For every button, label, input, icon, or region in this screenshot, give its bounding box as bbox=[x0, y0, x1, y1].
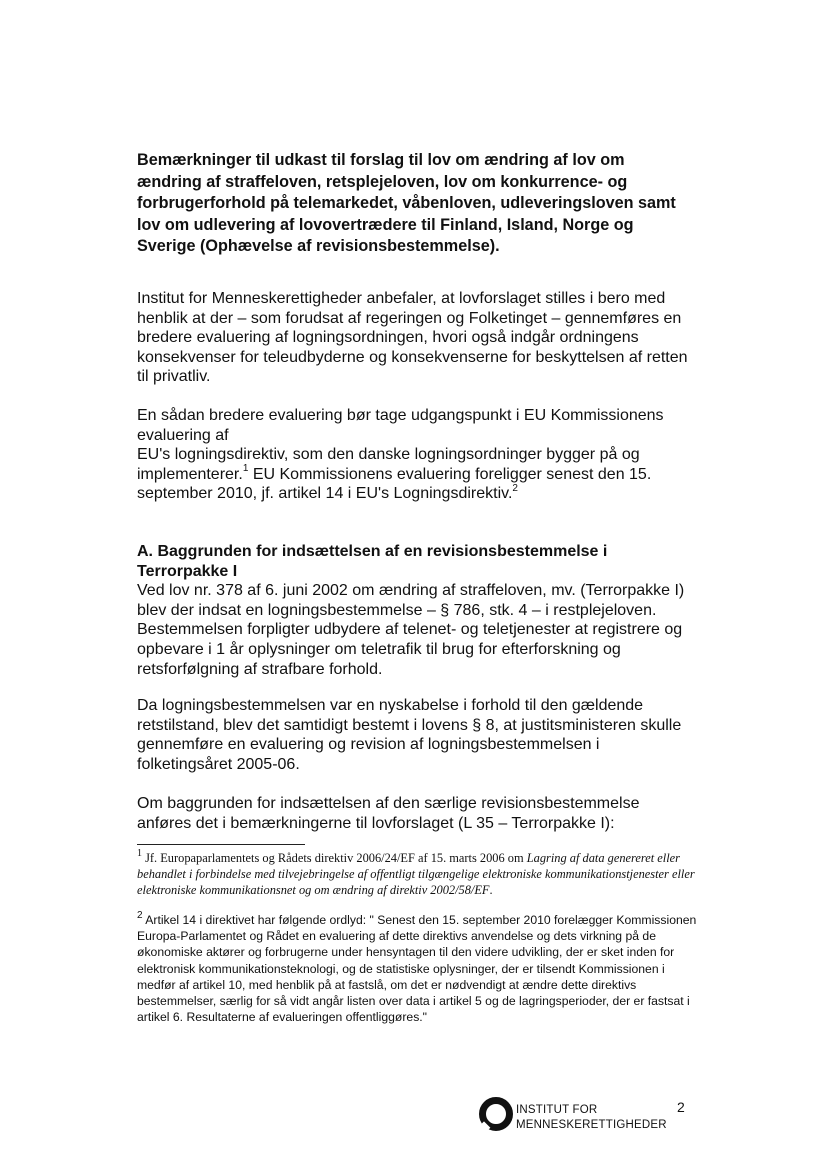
section-a bbox=[137, 542, 692, 679]
evaluation-line-2: EU's logningsdirektiv, som den danske logningsordninger bygger på og implementerer. bbox=[137, 446, 640, 483]
footnote-1-number: 1 bbox=[137, 847, 142, 859]
institute-name-line-2: MENNESKERETTIGHEDER bbox=[516, 1119, 667, 1131]
institute-name-line-1: INSTITUT FOR bbox=[516, 1104, 598, 1116]
page-number: 2 bbox=[677, 1099, 685, 1115]
section-a-body: Ved lov nr. 378 af 6. juni 2002 om ændring af straffeloven, mv. (Terrorpakke I) blev der indsat en logningsbestemmelse – § 786, stk. 4 – i restplejeloven. Bestemmelsen forpligter udbydere af telenet- og teletjenester at registrere og opbevare i 1 år oplysninger om teletrafik til brug for efterforskning og retsforfølgning af strafbare forhold. bbox=[137, 582, 685, 678]
footnote-1-italic: Lagring af data genereret eller behandlet i forbindelse med tilvejebringelse af offentligt tilgængelige elektroniske kommunikationstjenester eller elektroniske kommunikationsnet og om ændring af direktiv 2002/58/EF bbox=[137, 851, 695, 897]
evaluation-line-3: EU Kommissionens evaluering foreligger senest den 15. september 2010, jf. artikel 14 i EU's Logningsdirektiv. bbox=[137, 465, 652, 503]
evaluation-paragraph bbox=[137, 406, 692, 504]
footnote-divider bbox=[137, 844, 305, 845]
section-a-heading: A. Baggrunden for indsættelsen af en revisionsbestemmelse i Terrorpakke I bbox=[137, 543, 608, 580]
evaluation-line-1: En sådan bredere evaluering bør tage udgangspunkt i EU Kommissionens evaluering af bbox=[137, 407, 664, 444]
footnote-2-number: 2 bbox=[137, 909, 143, 921]
footnote-1-end: . bbox=[489, 883, 493, 897]
intro-paragraph: Institut for Menneskerettigheder anbefaler, at lovforslaget stilles i bero med henblik at der – som forudsat af regeringen og Folketinget – gennemføres en bredere evaluering af logningsordningen, hvori også indgår ordningens konsekvenser for teleudbyderne og konsekvenserne for beskyttelsen af retten til privatliv. bbox=[137, 290, 688, 386]
footnote-ref-1[interactable]: 1 bbox=[242, 463, 249, 475]
footnote-1-text: Jf. Europaparlamentets og Rådets direktiv 2006/24/EF af 15. marts 2006 om bbox=[142, 851, 527, 865]
footnote-1 bbox=[137, 847, 697, 898]
institute-logo-icon bbox=[478, 1096, 514, 1132]
footnote-2-text: Artikel 14 i direktivet har følgende ordlyd: " Senest den 15. september 2010 forelægger Kommissionen Europa-Parlamentet og Rådet en evaluering af dette direktivs anvendelse og dets virkning på de økonomiske aktører og forbrugerne under hensyntagen til den videre udvikling, der er sket inden for elektronisk kommunikationsteknologi, og de statistiske oplysninger, der er tilsendt Kommissionen i medfør af artikel 10, med henblik på at fastslå, om det er nødvendigt at ændre dette direktivs bestemmelser, særlig for så vidt angår listen over data i artikel 5 og de lagringsperioder, der er fastsat i artikel 6. Resultaterne af evalueringen offentliggøres." bbox=[137, 913, 697, 1025]
institute-name bbox=[516, 1103, 667, 1133]
footnote-ref-2[interactable]: 2 bbox=[512, 483, 518, 495]
footnote-2 bbox=[137, 909, 697, 1025]
document-title: Bemærkninger til udkast til forslag til lov om ændring af lov om ændring af straffeloven, retsplejeloven, lov om konkurrence- og forbrugerforhold på telemarkedet, våbenloven, udleveringsloven samt lov om udlevering af lovovertrædere til Finland, Island, Norge og Sverige (Ophævelse af revisionsbestemmelse). bbox=[137, 151, 676, 255]
revision-paragraph: Da logningsbestemmelsen var en nyskabelse i forhold til den gældende retstilstand, blev det samtidigt bestemt i lovens § 8, at justitsministeren skulle gennemføre en evaluering og revision af logningsbestemmelsen i folketingsåret 2005-06. bbox=[137, 697, 682, 773]
background-paragraph: Om baggrunden for indsættelsen af den særlige revisionsbestemmelse anføres det i bemærkningerne til lovforslaget (L 35 – Terrorpakke I): bbox=[137, 795, 640, 832]
